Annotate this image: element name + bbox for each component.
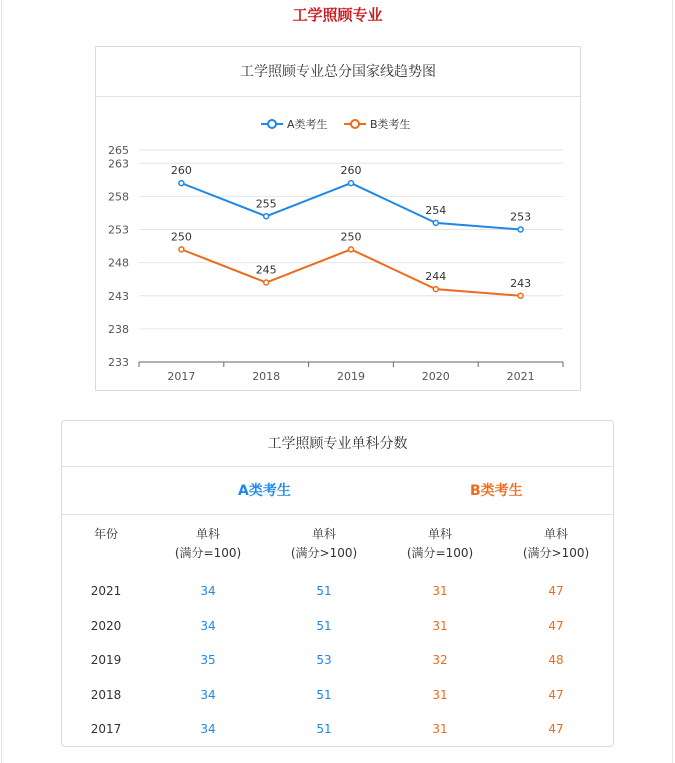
data-point xyxy=(518,293,523,298)
data-label: 260 xyxy=(170,164,192,178)
group-header-row xyxy=(62,467,613,515)
data-label: 255 xyxy=(255,197,277,211)
col-header-b2 xyxy=(498,525,614,563)
group-b-label: B类考生 xyxy=(470,483,523,499)
y-tick-label: 243 xyxy=(108,289,129,303)
data-label: 245 xyxy=(255,263,277,277)
data-point xyxy=(349,247,354,252)
x-tick-label: 2021 xyxy=(506,370,535,383)
data-label: 250 xyxy=(170,230,192,244)
data-label: 244 xyxy=(425,270,447,284)
cell-a2: 51 xyxy=(316,619,332,633)
group-a-label: A类考生 xyxy=(238,483,291,499)
y-tick-label: 263 xyxy=(108,157,129,171)
score-table-card xyxy=(61,420,614,747)
cell-b1: 31 xyxy=(432,619,448,633)
data-point xyxy=(433,287,438,292)
cell-a2: 51 xyxy=(316,722,332,736)
y-tick-label: 248 xyxy=(108,256,129,270)
table-title: 工学照顾专业单科分数 xyxy=(62,421,613,467)
y-tick-label: 233 xyxy=(108,356,129,369)
legend-marker xyxy=(268,120,276,128)
col-header-b1-line1: 单科 xyxy=(427,527,452,541)
col-header-a1-line1: 单科 xyxy=(195,527,220,541)
data-label: 253 xyxy=(510,210,532,224)
cell-a2: 51 xyxy=(316,584,332,598)
col-header-b2-line1: 单科 xyxy=(543,527,568,541)
col-header-a2 xyxy=(266,525,382,563)
year-header: 年份 xyxy=(93,527,118,541)
cell-b1: 31 xyxy=(432,584,448,598)
row-year: 2020 xyxy=(90,619,122,633)
y-tick-label: 265 xyxy=(108,144,129,157)
line-chart xyxy=(96,47,582,392)
data-label: 243 xyxy=(510,276,532,290)
row-year: 2017 xyxy=(90,722,122,736)
cell-a1: 35 xyxy=(200,653,216,667)
cell-a2: 53 xyxy=(316,653,332,667)
col-header-b2-line2: (满分>100) xyxy=(522,546,590,560)
data-point xyxy=(349,181,354,186)
y-tick-label: 253 xyxy=(108,223,129,237)
legend-marker xyxy=(351,120,359,128)
page-title: 工学照顾专业 xyxy=(292,6,383,24)
series-line xyxy=(181,183,520,229)
x-tick-label: 2020 xyxy=(421,370,450,383)
col-header-a2-line2: (满分>100) xyxy=(290,546,358,560)
data-point xyxy=(264,280,269,285)
cell-b2: 48 xyxy=(548,653,564,667)
data-point xyxy=(264,214,269,219)
cell-a1: 34 xyxy=(200,584,216,598)
x-tick-label: 2017 xyxy=(167,370,196,383)
data-point xyxy=(433,220,438,225)
data-point xyxy=(179,247,184,252)
x-tick-label: 2018 xyxy=(252,370,281,383)
cell-b2: 47 xyxy=(548,584,564,598)
row-year: 2021 xyxy=(90,584,122,598)
cell-b2: 47 xyxy=(548,619,564,633)
chart-title: 工学照顾专业总分国家线趋势图 xyxy=(96,47,580,97)
data-point xyxy=(518,227,523,232)
cell-a1: 34 xyxy=(200,688,216,702)
cell-a1: 34 xyxy=(200,722,216,736)
col-header-a1 xyxy=(150,525,266,563)
col-header-a1-line2: (满分=100) xyxy=(174,546,242,560)
y-tick-label: 258 xyxy=(108,190,129,204)
data-label: 250 xyxy=(340,230,362,244)
x-tick-label: 2019 xyxy=(337,370,365,383)
cell-a1: 34 xyxy=(200,619,216,633)
cell-b2: 47 xyxy=(548,722,564,736)
legend-label: B类考生 xyxy=(370,118,411,131)
row-year: 2019 xyxy=(90,653,122,667)
col-header-b1 xyxy=(382,525,498,563)
col-header-a2-line1: 单科 xyxy=(311,527,336,541)
data-point xyxy=(179,181,184,186)
cell-b1: 31 xyxy=(432,722,448,736)
cell-b1: 31 xyxy=(432,688,448,702)
y-tick-label: 238 xyxy=(108,322,129,336)
cell-b2: 47 xyxy=(548,688,564,702)
data-label: 254 xyxy=(425,203,447,217)
series-line xyxy=(181,249,520,295)
chart-card xyxy=(95,46,581,391)
row-year: 2018 xyxy=(90,688,122,702)
legend-label: A类考生 xyxy=(287,118,328,131)
data-label: 260 xyxy=(340,164,362,178)
col-header-b1-line2: (满分=100) xyxy=(406,546,474,560)
cell-a2: 51 xyxy=(316,688,332,702)
cell-b1: 32 xyxy=(432,653,448,667)
